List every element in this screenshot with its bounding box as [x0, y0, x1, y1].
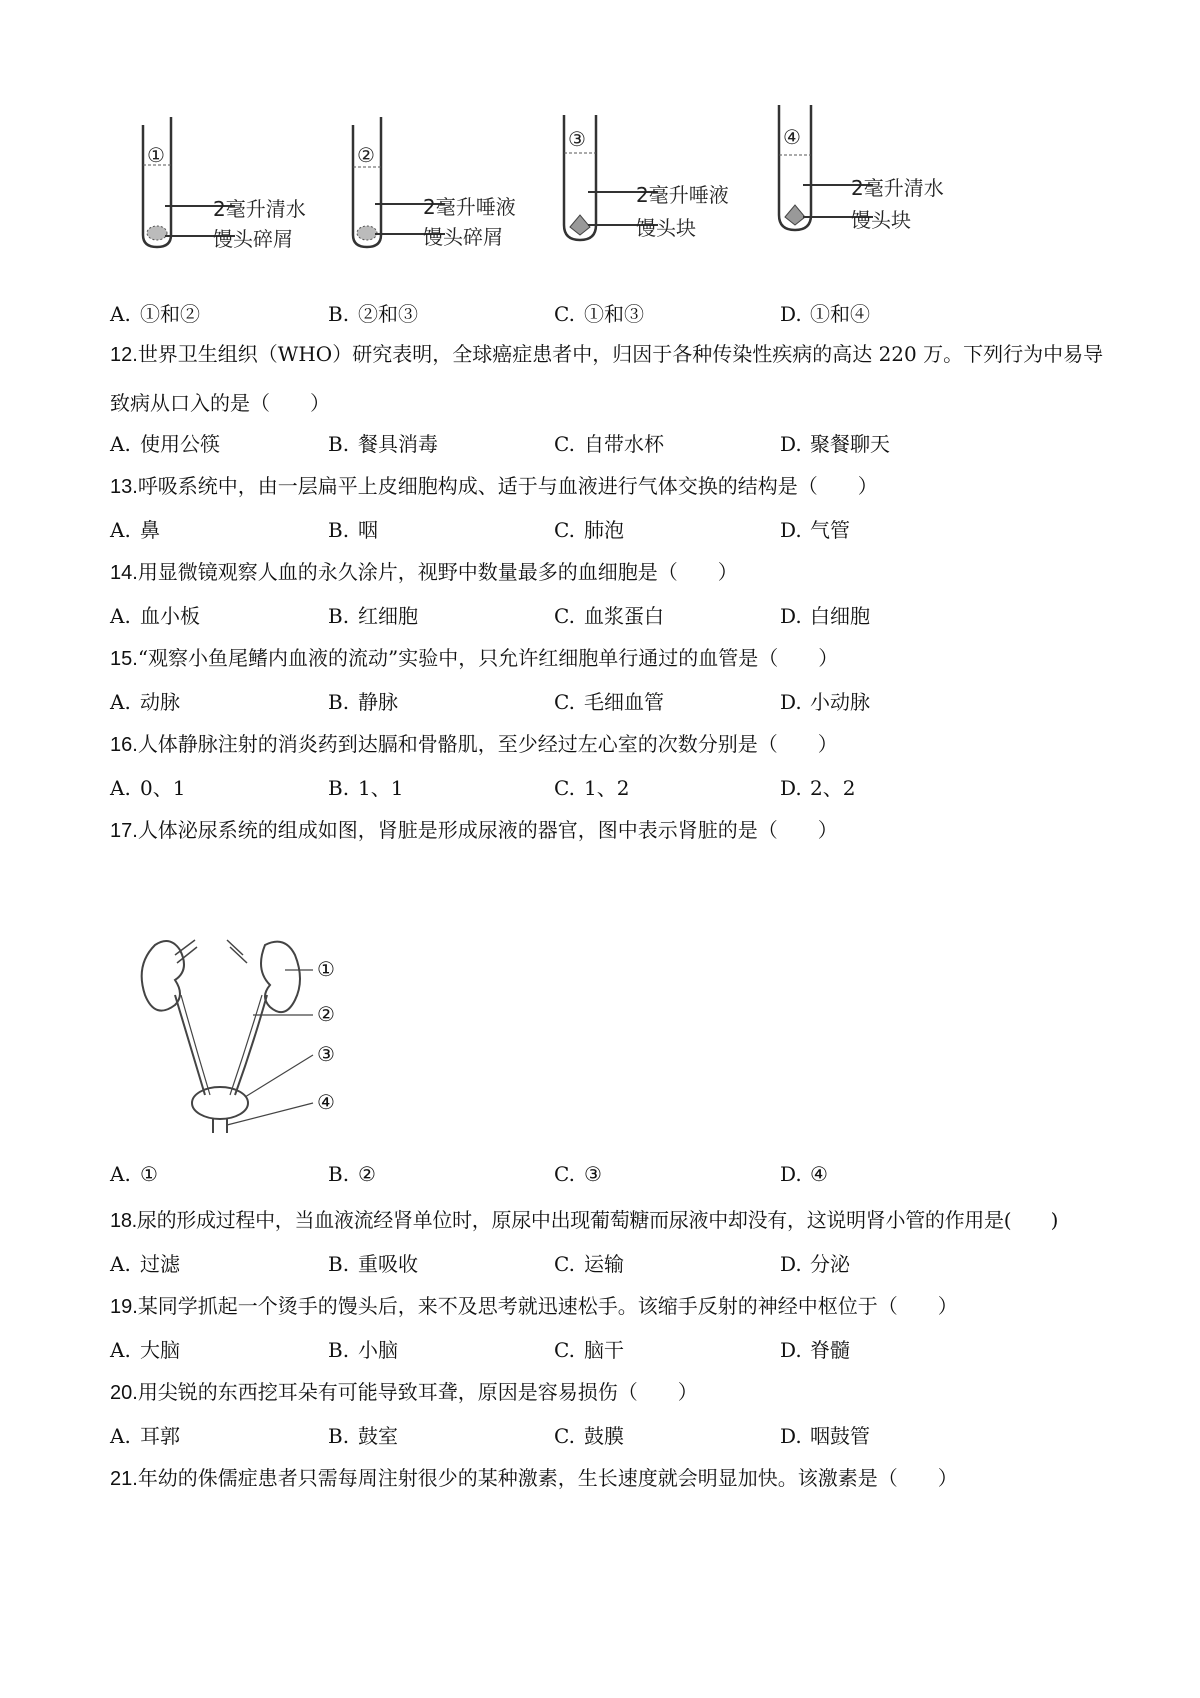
option-a[interactable]: A. ①和② [110, 302, 200, 326]
option-c[interactable]: C. 自带水杯 [554, 432, 664, 456]
tube-1-mark: ① [147, 143, 165, 167]
option-d[interactable]: D. 脊髓 [780, 1338, 850, 1362]
option-a[interactable]: A. 动脉 [110, 690, 180, 714]
option-a[interactable]: A. 过滤 [110, 1252, 180, 1276]
tube-3-mark: ③ [568, 127, 586, 151]
option-c[interactable]: C. 肺泡 [554, 518, 624, 542]
kidney-label-1: ① [317, 957, 335, 981]
tube-4-label-solid: 馒头块 [851, 208, 911, 232]
question-21: 21.年幼的侏儒症患者只需每周注射很少的某种激素，生长速度就会明显加快。该激素是（ ） [110, 1466, 958, 1490]
question-13: 13.呼吸系统中，由一层扁平上皮细胞构成、适于与血液进行气体交换的结构是（ ） [110, 474, 878, 498]
q16-options [110, 772, 1110, 808]
option-c[interactable]: C. 血浆蛋白 [554, 604, 664, 628]
option-b[interactable]: B. ② [328, 1162, 376, 1186]
urinary-system-drawing [135, 925, 385, 1135]
question-15: 15.“观察小鱼尾鳍内血液的流动”实验中，只允许红细胞单行通过的血管是（ ） [110, 646, 839, 670]
option-d[interactable]: D. 分泌 [780, 1252, 850, 1276]
tube-3-label-liquid: 2毫升唾液 [636, 183, 729, 207]
option-d[interactable]: D. ④ [780, 1162, 828, 1186]
option-b[interactable]: B. 咽 [328, 518, 378, 542]
option-a[interactable]: A. ① [110, 1162, 158, 1186]
tube-2-mark: ② [357, 143, 375, 167]
option-b[interactable]: B. 静脉 [328, 690, 398, 714]
option-d[interactable]: D. ①和④ [780, 302, 870, 326]
option-a[interactable]: A. 使用公筷 [110, 432, 220, 456]
test-tube-1 [135, 95, 306, 259]
kidney-label-4: ④ [317, 1090, 335, 1114]
test-tube-4 [773, 95, 944, 259]
question-16: 16.人体静脉注射的消炎药到达膈和骨骼肌，至少经过左心室的次数分别是（ ） [110, 732, 838, 756]
option-a[interactable]: A. 血小板 [110, 604, 200, 628]
test-tube-2 [345, 95, 516, 259]
kidney-label-2: ② [317, 1002, 335, 1026]
option-c[interactable]: C. 脑干 [554, 1338, 624, 1362]
question-12: 12.世界卫生组织（WHO）研究表明，全球癌症患者中，归因于各种传染性疾病的高达 220 万。下列行为中易导致病从口入的是（ ） [110, 342, 1104, 415]
option-d[interactable]: D. 2、2 [780, 776, 856, 800]
option-c[interactable]: C. 运输 [554, 1252, 624, 1276]
question-17: 17.人体泌尿系统的组成如图，肾脏是形成尿液的器官，图中表示肾脏的是（ ） [110, 818, 838, 842]
option-b[interactable]: B. ②和③ [328, 302, 418, 326]
q18-options [110, 1248, 1110, 1284]
question-19: 19.某同学抓起一个烫手的馒头后，来不及思考就迅速松手。该缩手反射的神经中枢位于（ ） [110, 1294, 958, 1318]
option-b[interactable]: B. 红细胞 [328, 604, 418, 628]
q15-options [110, 686, 1110, 722]
option-b[interactable]: B. 鼓室 [328, 1424, 398, 1448]
tube-2-label-solid: 馒头碎屑 [423, 225, 503, 249]
option-a[interactable]: A. 0、1 [110, 776, 186, 800]
option-a[interactable]: A. 大脑 [110, 1338, 180, 1362]
q11-options [110, 298, 1110, 334]
option-c[interactable]: C. ①和③ [554, 302, 644, 326]
q19-options [110, 1334, 1110, 1370]
kidney-label-3: ③ [317, 1042, 335, 1066]
option-c[interactable]: C. ③ [554, 1162, 602, 1186]
option-d[interactable]: D. 咽鼓管 [780, 1424, 870, 1448]
q12-options [110, 428, 1110, 464]
option-c[interactable]: C. 鼓膜 [554, 1424, 624, 1448]
question-18: 18.尿的形成过程中，当血液流经肾单位时，原尿中出现葡萄糖而尿液中却没有，这说明肾小管的作用是( ) [110, 1208, 1059, 1232]
tube-4-label-liquid: 2毫升清水 [851, 176, 944, 200]
question-14: 14.用显微镜观察人血的永久涂片，视野中数量最多的血细胞是（ ） [110, 560, 738, 584]
option-c[interactable]: C. 毛细血管 [554, 690, 664, 714]
option-a[interactable]: A. 鼻 [110, 518, 160, 542]
option-b[interactable]: B. 重吸收 [328, 1252, 418, 1276]
option-a[interactable]: A. 耳郭 [110, 1424, 180, 1448]
tube-1-label-liquid: 2毫升清水 [213, 197, 306, 221]
test-tube-3 [558, 95, 729, 259]
q17-options [110, 1162, 1110, 1198]
tube-3-label-solid: 馒头块 [636, 216, 696, 240]
q20-options [110, 1420, 1110, 1456]
urinary-system-figure [135, 925, 385, 1135]
test-tube-figure [0, 95, 1200, 285]
question-20: 20.用尖锐的东西挖耳朵有可能导致耳聋，原因是容易损伤（ ） [110, 1380, 698, 1404]
option-d[interactable]: D. 聚餐聊天 [780, 432, 890, 456]
q14-options [110, 600, 1110, 636]
option-b[interactable]: B. 1、1 [328, 776, 404, 800]
tube-2-label-liquid: 2毫升唾液 [423, 195, 516, 219]
tube-4-mark: ④ [783, 125, 801, 149]
option-d[interactable]: D. 小动脉 [780, 690, 870, 714]
option-d[interactable]: D. 气管 [780, 518, 850, 542]
option-b[interactable]: B. 小脑 [328, 1338, 398, 1362]
option-b[interactable]: B. 餐具消毒 [328, 432, 438, 456]
q13-options [110, 514, 1110, 550]
option-c[interactable]: C. 1、2 [554, 776, 630, 800]
tube-1-label-solid: 馒头碎屑 [213, 227, 293, 251]
option-d[interactable]: D. 白细胞 [780, 604, 870, 628]
